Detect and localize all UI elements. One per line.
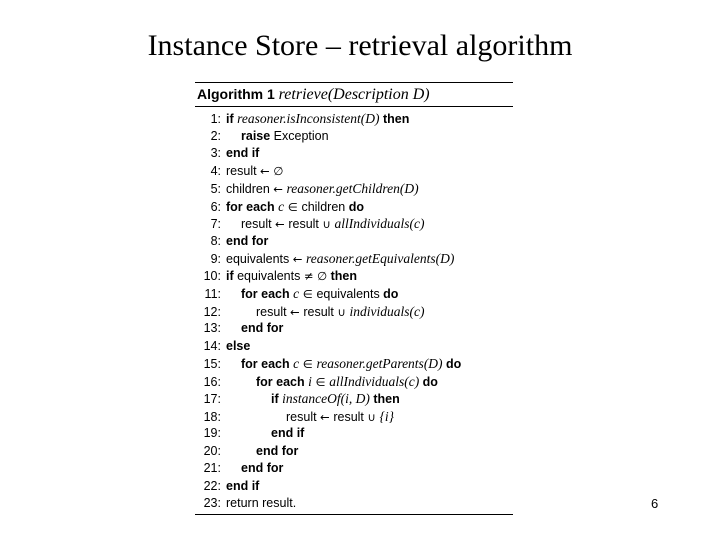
algorithm-line — [195, 145, 513, 163]
math-symbol: ∪ — [322, 217, 335, 231]
keyword: end for — [226, 233, 269, 248]
keyword: end if — [226, 478, 260, 493]
math-symbol: ∈ — [311, 374, 330, 389]
algorithm-box — [195, 82, 513, 513]
keyword: if — [226, 112, 238, 126]
line-number: 18: — [203, 409, 221, 424]
code-text: children — [301, 199, 349, 214]
keyword: for each — [256, 374, 309, 389]
page-number: 6 — [651, 496, 659, 511]
algorithm-line — [195, 320, 513, 338]
algorithm-line — [195, 233, 513, 251]
keyword: for each — [226, 199, 279, 214]
line-number: 22: — [203, 478, 221, 493]
keyword: end if — [271, 426, 305, 440]
line-code — [226, 268, 357, 286]
code-text: result — [241, 217, 276, 231]
math-symbol: ← ∅ — [260, 163, 284, 178]
line-number: 16: — [203, 374, 221, 389]
line-code — [226, 163, 283, 181]
code-expression: i — [308, 373, 312, 389]
algorithm-line — [195, 355, 513, 373]
keyword: raise — [241, 128, 274, 143]
algorithm-line — [195, 303, 513, 321]
algorithm-line — [195, 198, 513, 216]
code-text: result — [288, 217, 323, 231]
line-code — [226, 145, 259, 163]
line-code — [226, 128, 329, 146]
line-code — [226, 320, 283, 338]
line-number: 20: — [203, 443, 221, 458]
keyword: do — [442, 357, 462, 371]
math-symbol: ← — [292, 252, 307, 266]
algorithm-line — [195, 163, 513, 181]
algorithm-line — [195, 110, 513, 128]
code-expression: c — [293, 286, 300, 301]
line-number: 1: — [210, 112, 221, 126]
line-code — [226, 233, 268, 251]
algorithm-lines — [195, 110, 513, 513]
algorithm-line — [195, 408, 513, 426]
code-text: equivalents — [226, 252, 293, 266]
keyword: end if — [226, 146, 260, 160]
algorithm-header-rule — [195, 106, 513, 107]
line-code — [226, 110, 409, 129]
keyword: then — [327, 268, 357, 283]
algorithm-label: Algorithm 1 — [197, 86, 275, 102]
algorithm-line — [195, 390, 513, 408]
line-code — [226, 373, 438, 392]
line-number: 14: — [203, 338, 221, 353]
keyword: end for — [241, 461, 284, 475]
algorithm-line — [195, 128, 513, 146]
line-code — [226, 250, 454, 269]
line-code — [226, 408, 394, 427]
keyword: end for — [241, 321, 284, 335]
line-number: 19: — [203, 426, 221, 440]
algorithm-bottom-rule — [195, 514, 513, 515]
code-text: result — [303, 304, 338, 319]
code-expression: individuals(c) — [349, 303, 425, 319]
keyword: if — [271, 392, 283, 406]
line-code — [226, 355, 461, 374]
line-number: 12: — [203, 304, 221, 319]
line-code — [226, 198, 364, 217]
code-text: return result. — [226, 496, 297, 510]
line-code — [226, 495, 296, 513]
line-number: 9: — [210, 252, 221, 266]
algorithm-header — [195, 83, 513, 105]
algorithm-line — [195, 268, 513, 286]
code-text: result — [226, 163, 261, 178]
line-number: 21: — [203, 461, 221, 475]
math-symbol: ≠ ∅ — [303, 268, 328, 283]
code-text: result — [333, 409, 368, 424]
keyword: then — [379, 112, 410, 126]
line-number: 3: — [210, 146, 221, 160]
line-number: 17: — [203, 392, 221, 406]
keyword: end for — [256, 443, 299, 458]
line-code — [226, 285, 398, 304]
line-number: 5: — [210, 182, 221, 196]
line-code — [226, 338, 250, 356]
keyword: then — [369, 392, 400, 406]
code-expression: allIndividuals(c) — [329, 373, 420, 389]
math-symbol: ∪ — [337, 304, 350, 319]
algorithm-signature: retrieve(Description D) — [278, 86, 430, 103]
math-symbol: ← — [275, 217, 289, 231]
keyword: for each — [241, 287, 294, 301]
code-expression: allIndividuals(c) — [334, 216, 425, 231]
code-text: Exception — [273, 128, 329, 143]
algorithm-line — [195, 215, 513, 233]
line-number: 13: — [203, 321, 221, 335]
algorithm-line — [195, 180, 513, 198]
keyword: do — [419, 374, 438, 389]
math-symbol: ∪ — [367, 409, 380, 424]
code-expression: reasoner.getChildren(D) — [286, 181, 419, 196]
algorithm-line — [195, 495, 513, 513]
algorithm-line — [195, 460, 513, 478]
code-text: children — [226, 182, 274, 196]
code-expression: reasoner.isInconsistent(D) — [237, 111, 380, 126]
line-number: 11: — [204, 287, 221, 301]
line-number: 10: — [203, 268, 221, 283]
keyword: if — [226, 268, 238, 283]
algorithm-line — [195, 478, 513, 496]
line-number: 15: — [203, 357, 221, 371]
line-code — [226, 478, 259, 496]
math-symbol: ← — [320, 409, 334, 424]
line-number: 8: — [210, 233, 221, 248]
line-number: 6: — [210, 199, 221, 214]
algorithm-line — [195, 250, 513, 268]
algorithm-line — [195, 338, 513, 356]
code-expression: reasoner.getParents(D) — [316, 356, 443, 371]
line-code — [226, 215, 424, 234]
math-symbol: ∈ — [299, 287, 317, 301]
keyword: do — [383, 287, 399, 301]
code-text: equivalents — [316, 287, 384, 301]
code-expression: c — [293, 356, 300, 371]
line-code — [226, 390, 400, 409]
code-text: equivalents — [237, 268, 304, 283]
slide-title: Instance Store – retrieval algorithm — [147, 29, 573, 62]
line-number: 2: — [210, 128, 221, 143]
code-expression: reasoner.getEquivalents(D) — [306, 251, 455, 266]
math-symbol: ∈ — [299, 357, 317, 371]
line-code — [226, 443, 298, 461]
keyword: else — [226, 338, 251, 353]
code-expression: instanceOf(i, D) — [282, 391, 370, 406]
code-expression: {i} — [379, 408, 395, 424]
line-number: 4: — [210, 163, 221, 178]
line-number: 7: — [210, 217, 221, 231]
code-text: result — [286, 409, 321, 424]
keyword: for each — [241, 357, 294, 371]
code-text: result — [256, 304, 291, 319]
algorithm-line — [195, 443, 513, 461]
algorithm-line — [195, 373, 513, 391]
line-number: 23: — [203, 496, 221, 510]
keyword: do — [348, 199, 364, 214]
code-expression: c — [278, 198, 285, 214]
algorithm-line — [195, 425, 513, 443]
line-code — [226, 425, 304, 443]
algorithm-line — [195, 285, 513, 303]
line-code — [226, 460, 283, 478]
math-symbol: ∈ — [284, 199, 302, 214]
math-symbol: ← — [290, 304, 304, 319]
line-code — [226, 180, 419, 199]
line-code — [226, 303, 424, 322]
math-symbol: ← — [273, 182, 287, 196]
